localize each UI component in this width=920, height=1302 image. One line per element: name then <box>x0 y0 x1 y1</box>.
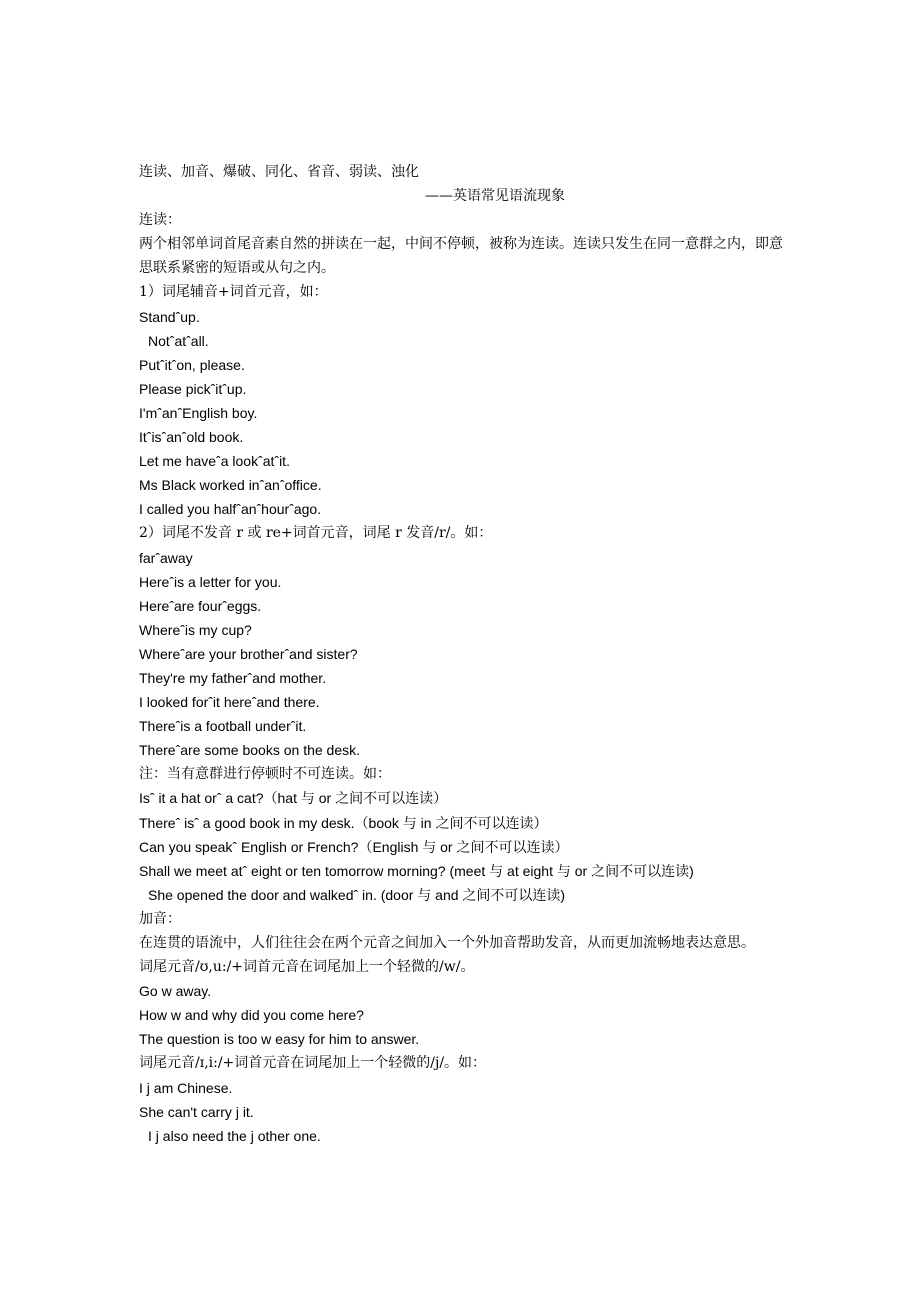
example-line: Let me haveˆa lookˆatˆit. <box>139 453 290 470</box>
note-liaison: 注：当有意群进行停顿时不可连读。如： <box>139 766 391 783</box>
example-line: Please pickˆitˆup. <box>139 380 247 397</box>
note-example-line: Thereˆ isˆ a good book in my desk.（book 与 in 之间不可以连读） <box>139 814 548 831</box>
example-line: Itˆisˆanˆold book. <box>139 429 244 446</box>
rule-liaison-2: 2）词尾不发音 r 或 re+词首元音，词尾 r 发音/r/。如： <box>139 525 493 542</box>
rule-epenthesis-w: 词尾元音/ʊ,u:/+词首元音在词尾加上一个轻微的/w/。 <box>139 959 475 976</box>
example-line: She can't carry j it. <box>139 1103 254 1120</box>
example-line: I j am Chinese. <box>139 1079 233 1096</box>
section-heading-liaison: 连读： <box>139 212 181 229</box>
example-line: They're my fatherˆand mother. <box>139 669 327 686</box>
example-line: Hereˆis a letter for you. <box>139 573 282 590</box>
note-example-line: Shall we meet atˆ eight or ten tomorrow morning? (meet 与 at eight 与 or 之间不可以连读) <box>139 862 694 879</box>
note-example-line: She opened the door and walkedˆ in. (door 与 and 之间不可以连读) <box>148 886 566 903</box>
document-page <box>139 160 789 1148</box>
example-line: Whereˆare your brotherˆand sister? <box>139 645 358 662</box>
example-line: Thereˆare some books on the desk. <box>139 742 361 759</box>
example-line: I j also need the j other one. <box>148 1127 321 1144</box>
example-line: farˆaway <box>139 549 193 566</box>
example-line: Ms Black worked inˆanˆoffice. <box>139 477 322 494</box>
example-line: Whereˆis my cup? <box>139 621 252 638</box>
example-line: Standˆup. <box>139 308 200 325</box>
example-line: Hereˆare fourˆeggs. <box>139 597 262 614</box>
example-line: I called you halfˆanˆhourˆago. <box>139 501 322 518</box>
example-line: The question is too w easy for him to answer. <box>139 1031 420 1048</box>
example-line: Putˆitˆon, please. <box>139 356 245 373</box>
example-line: Notˆatˆall. <box>148 332 209 349</box>
example-line: Thereˆis a football underˆit. <box>139 718 307 735</box>
note-example-line: Can you speakˆ English or French?（English 与 or 之间不可以连读） <box>139 838 569 855</box>
document-title: 连读、加音、爆破、同化、省音、弱读、浊化 <box>139 164 419 180</box>
paragraph-epenthesis-definition: 在连贯的语流中，人们往往会在两个元音之间加入一个外加音帮助发音，从而更加流畅地表达意思。 <box>139 935 755 951</box>
note-example-line: Isˆ it a hat orˆ a cat?（hat 与 or 之间不可以连读） <box>139 790 448 807</box>
rule-epenthesis-j: 词尾元音/ɪ,i:/+词首元音在词尾加上一个轻微的/j/。如： <box>139 1055 487 1072</box>
example-line: Go w away. <box>139 983 212 1000</box>
section-heading-epenthesis: 加音： <box>139 910 181 927</box>
example-line: How w and why did you come here? <box>139 1007 364 1024</box>
rule-liaison-1: 1）词尾辅音+词首元音，如： <box>139 284 328 301</box>
example-line: I'mˆanˆEnglish boy. <box>139 404 258 421</box>
example-line: I looked forˆit hereˆand there. <box>139 694 320 711</box>
paragraph-liaison-definition: 两个相邻单词首尾音素自然的拼读在一起，中间不停顿，被称为连读。连读只发生在同一意群之内，即意思联系紧密的短语或从句之内。 <box>139 236 783 277</box>
document-subtitle: ——英语常见语流现象 <box>425 188 565 205</box>
